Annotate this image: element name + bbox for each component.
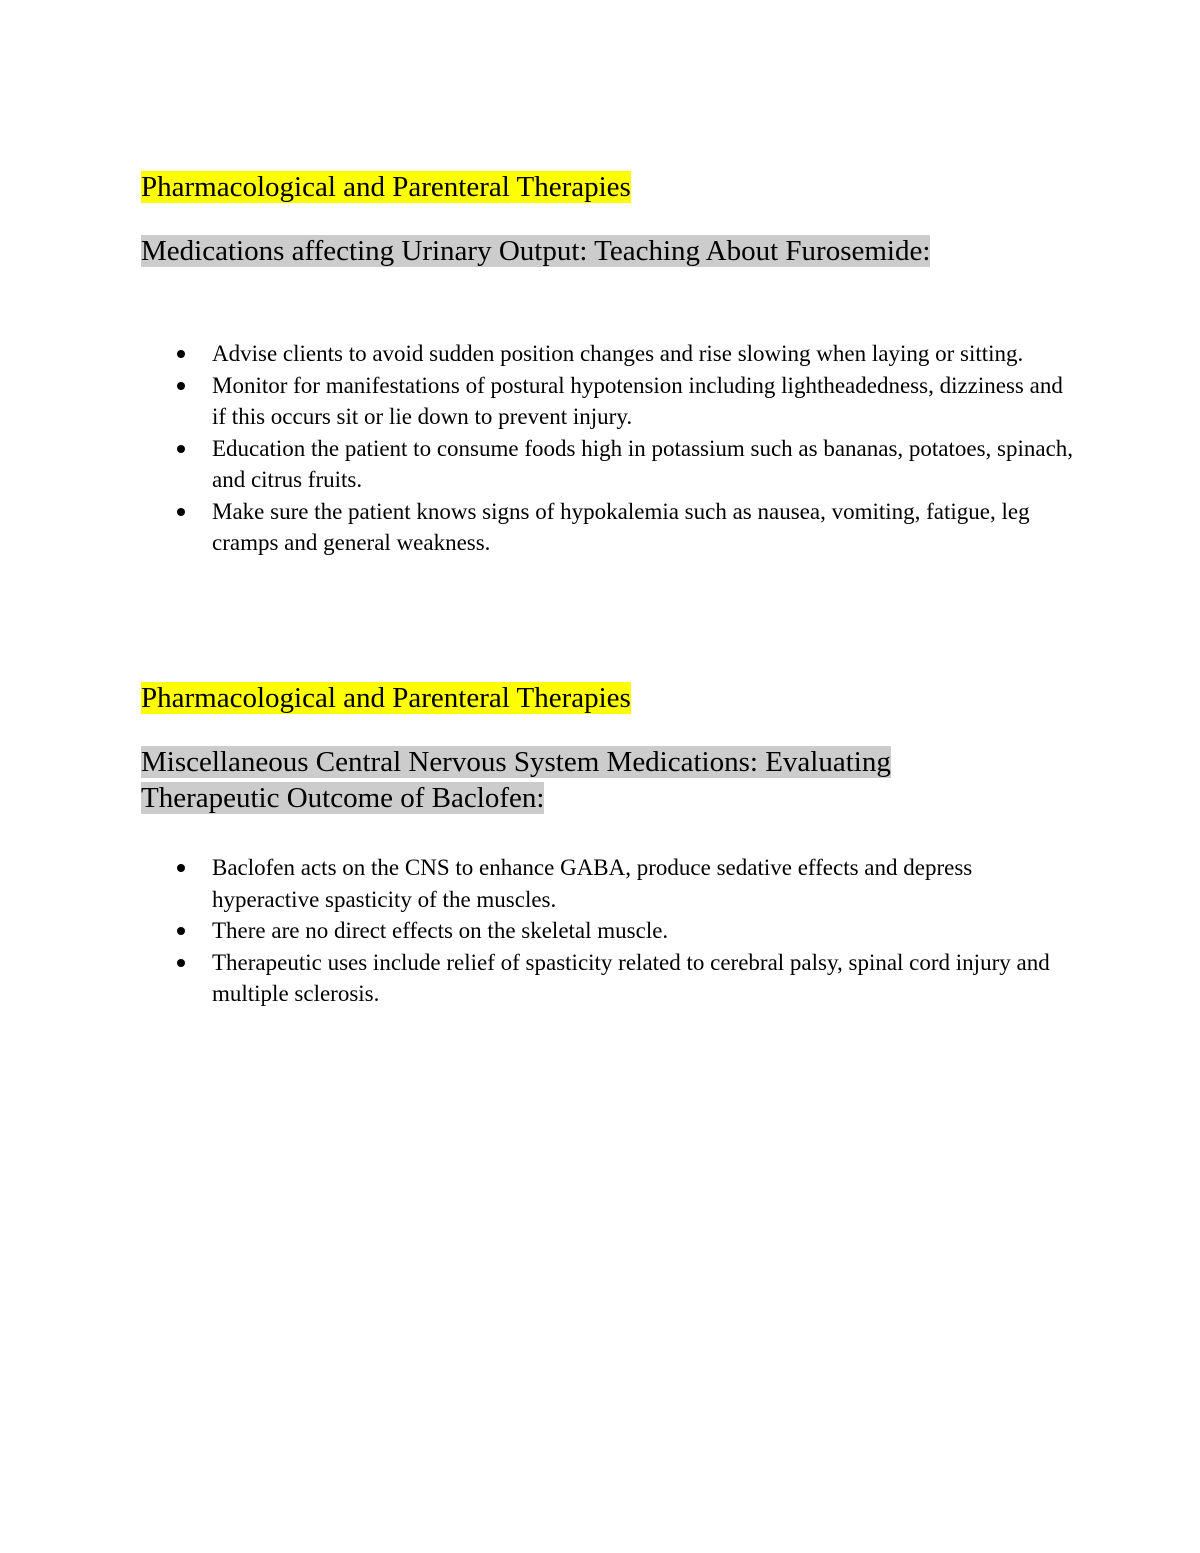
- list-item: [141, 338, 1081, 370]
- bullet-icon: [177, 864, 185, 872]
- bullet-icon: [177, 382, 185, 390]
- list-item-text: Education the patient to consume foods high in potassium such as bananas, potatoes, spinach, and citrus fruits.: [212, 435, 1074, 492]
- category-heading: Pharmacological and Parenteral Therapies: [141, 682, 631, 714]
- section-2-category: [141, 680, 1081, 716]
- bullet-icon: [177, 508, 185, 516]
- list-item-text: Advise clients to avoid sudden position changes and rise slowing when laying or sitting.: [212, 341, 1024, 366]
- list-item: [141, 852, 1081, 915]
- list-item: [141, 496, 1081, 559]
- topic-heading: Medications affecting Urinary Output: Teaching About Furosemide:: [141, 235, 931, 267]
- list-item-text: There are no direct effects on the skeletal muscle.: [212, 918, 669, 943]
- topic-heading: Miscellaneous Central Nervous System Medications: Evaluating Therapeutic Outcome of Baclofen:: [141, 746, 891, 814]
- list-item: [141, 915, 1081, 947]
- section-2-bullet-list: [141, 852, 1081, 1010]
- list-item: [141, 433, 1081, 496]
- section-1-topic: [141, 233, 1081, 269]
- category-heading: Pharmacological and Parenteral Therapies: [141, 171, 631, 203]
- bullet-icon: [177, 927, 185, 935]
- list-item-text: Make sure the patient knows signs of hypokalemia such as nausea, vomiting, fatigue, leg cramps and general weakness.: [212, 498, 1030, 555]
- bullet-icon: [177, 445, 185, 453]
- section-1-bullet-list: [141, 338, 1081, 559]
- list-item-text: Therapeutic uses include relief of spasticity related to cerebral palsy, spinal cord injury and multiple sclerosis.: [212, 949, 1050, 1006]
- section-1-category: [141, 169, 1081, 205]
- bullet-icon: [177, 959, 185, 967]
- list-item: [141, 947, 1081, 1010]
- bullet-icon: [177, 350, 185, 358]
- list-item-text: Monitor for manifestations of postural hypotension including lightheadedness, dizziness and if this occurs sit or lie down to prevent injury.: [212, 372, 1063, 429]
- list-item: [141, 370, 1081, 433]
- section-2-topic: [141, 744, 971, 816]
- list-item-text: Baclofen acts on the CNS to enhance GABA, produce sedative effects and depress hyperactive spasticity of the muscles.: [212, 855, 973, 912]
